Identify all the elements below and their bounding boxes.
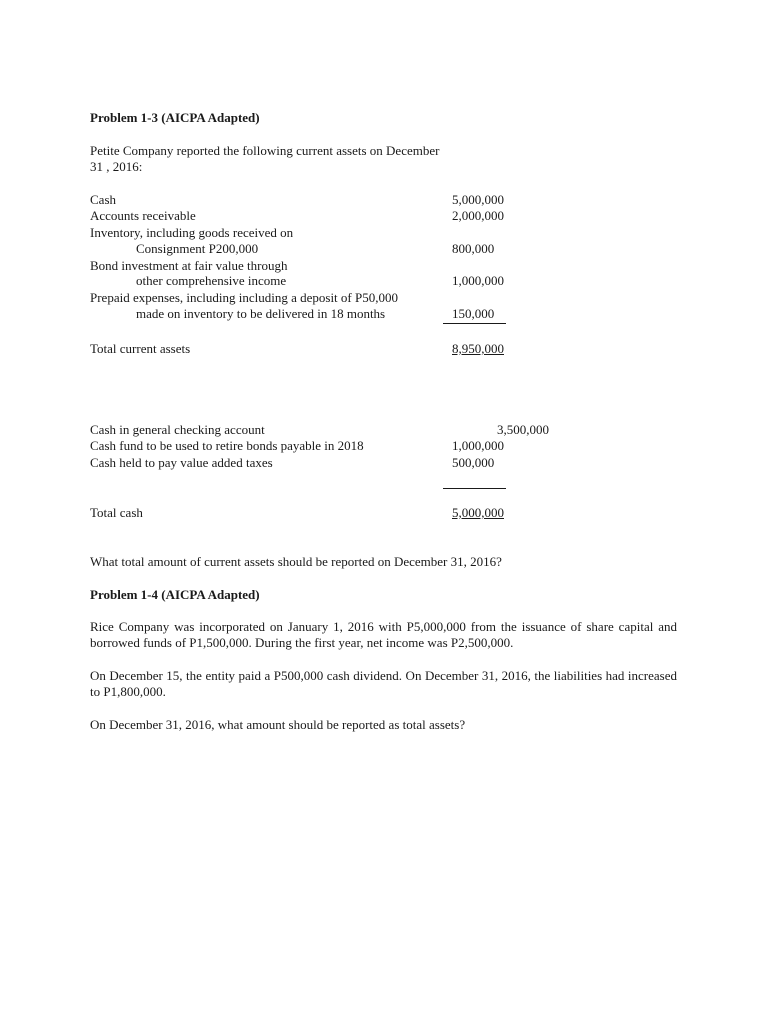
item-amount-cash: 5,000,000 (452, 192, 504, 207)
item-label-inventory: Inventory, including goods received on (90, 225, 294, 240)
cash-amount-bond-fund: 1,000,000 (452, 438, 504, 453)
item-label-prepaid-expenses: Prepaid expenses, including including a deposit of P50,000 (90, 290, 398, 305)
cash-subtotal-rule (443, 488, 506, 489)
cash-label-general-checking: Cash in general checking account (90, 422, 265, 437)
problem-1-4-paragraph-2: On December 15, the entity paid a P500,000 cash dividend. On December 31, 2016, the liabilities had increased to P1,800,000. (90, 668, 677, 699)
problem-1-4-paragraph-1: Rice Company was incorporated on January 1, 2016 with P5,000,000 from the issuance of share capital and borrowed funds of P1,500,000. During the first year, net income was P2,500,000. (90, 619, 677, 650)
item-label-inventory-cont: Consignment P200,000 (136, 241, 259, 256)
problem-1-3-question: What total amount of current assets should be reported on December 31, 2016? (90, 554, 502, 569)
problem-1-3-intro-line2: 31 , 2016: (90, 159, 143, 174)
item-label-cash: Cash (90, 192, 116, 207)
item-amount-accounts-receivable: 2,000,000 (452, 208, 504, 223)
total-current-assets-label: Total current assets (90, 341, 191, 356)
total-current-assets-amount: 8,950,000 (452, 341, 504, 356)
item-label-prepaid-expenses-cont: made on inventory to be delivered in 18 months (136, 306, 386, 321)
problem-1-4-title: Problem 1-4 (AICPA Adapted) (90, 587, 260, 602)
problem-1-3-intro-line1: Petite Company reported the following current assets on December (90, 143, 440, 158)
item-label-bond-investment-cont: other comprehensive income (136, 273, 287, 288)
item-amount-bond-investment: 1,000,000 (452, 273, 504, 288)
cash-label-value-added-taxes: Cash held to pay value added taxes (90, 455, 273, 470)
cash-amount-value-added-taxes: 500,000 (452, 455, 495, 470)
item-amount-prepaid-expenses: 150,000 (452, 306, 495, 321)
problem-1-3-title: Problem 1-3 (AICPA Adapted) (90, 110, 260, 125)
item-label-bond-investment: Bond investment at fair value through (90, 258, 288, 273)
cash-label-bond-fund: Cash fund to be used to retire bonds payable in 2018 (90, 438, 364, 453)
subtotal-rule (443, 323, 506, 324)
problem-1-4-question: On December 31, 2016, what amount should be reported as total assets? (90, 717, 466, 732)
item-amount-inventory: 800,000 (452, 241, 495, 256)
item-label-accounts-receivable: Accounts receivable (90, 208, 196, 223)
total-cash-amount: 5,000,000 (452, 505, 504, 520)
cash-amount-general-checking: 3,500,000 (497, 422, 549, 437)
total-cash-label: Total cash (90, 505, 143, 520)
